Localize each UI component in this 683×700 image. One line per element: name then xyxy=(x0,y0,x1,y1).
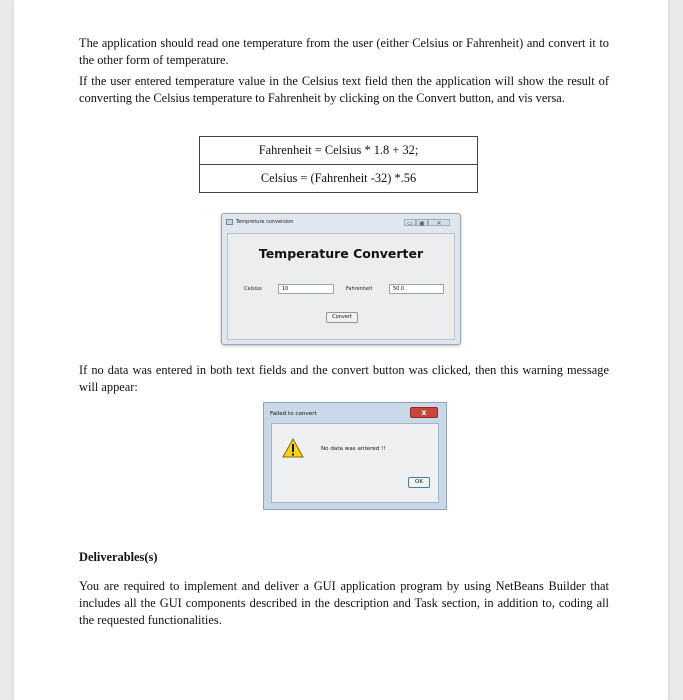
document-page xyxy=(14,0,668,700)
formula-table xyxy=(199,136,478,193)
window-title: Tempreture conversion xyxy=(236,219,294,225)
dialog-message: No data was entered !! xyxy=(321,446,386,452)
fahrenheit-input[interactable]: 50.0 xyxy=(389,284,444,294)
converter-heading: Temperature Converter xyxy=(258,246,424,261)
warning-description: If no data was entered in both text fields and the convert button was clicked, then this warning message will appear: xyxy=(79,363,609,394)
intro-paragraph-1: The application should read one temperature from the user (either Celsius or Fahrenheit) and convert it to the other form of temperature. xyxy=(79,36,609,67)
window-client-area xyxy=(227,233,455,340)
app-icon xyxy=(226,219,233,225)
window-titlebar xyxy=(222,214,460,232)
deliverables-paragraph: You are required to implement and deliver a GUI application program by using NetBeans Builder that includes all the GUI components described in the description and Task section, in addition to, coding all the requested functionalities. xyxy=(79,579,609,627)
intro-paragraph-2: If the user entered temperature value in the Celsius text field then the application will show the result of converting the Celsius temperature to Fahrenheit by clicking on the Convert button, and vis versa. xyxy=(79,74,609,105)
fahrenheit-label: Fahrenheit xyxy=(346,286,373,292)
temperature-converter-window xyxy=(221,213,461,345)
close-icon[interactable]: ✕ xyxy=(428,219,450,226)
formula-fahrenheit: Fahrenheit = Celsius * 1.8 + 32; xyxy=(200,137,478,165)
warning-icon xyxy=(282,438,304,458)
celsius-input[interactable]: 10 xyxy=(278,284,334,294)
dialog-client-area xyxy=(271,423,439,503)
dialog-close-icon[interactable]: x xyxy=(410,407,438,418)
dialog-title: Failed to convert xyxy=(270,411,317,417)
formula-celsius: Celsius = (Fahrenheit -32) *.56 xyxy=(200,165,478,193)
ok-button[interactable]: OK xyxy=(408,477,430,488)
convert-button[interactable]: Convert xyxy=(326,312,358,323)
deliverables-heading: Deliverables(s) xyxy=(79,550,158,564)
minimize-icon[interactable]: ▭ xyxy=(404,219,416,226)
maximize-icon[interactable]: ▣ xyxy=(416,219,428,226)
celsius-label: Celsius xyxy=(244,286,262,292)
warning-dialog xyxy=(263,402,447,510)
